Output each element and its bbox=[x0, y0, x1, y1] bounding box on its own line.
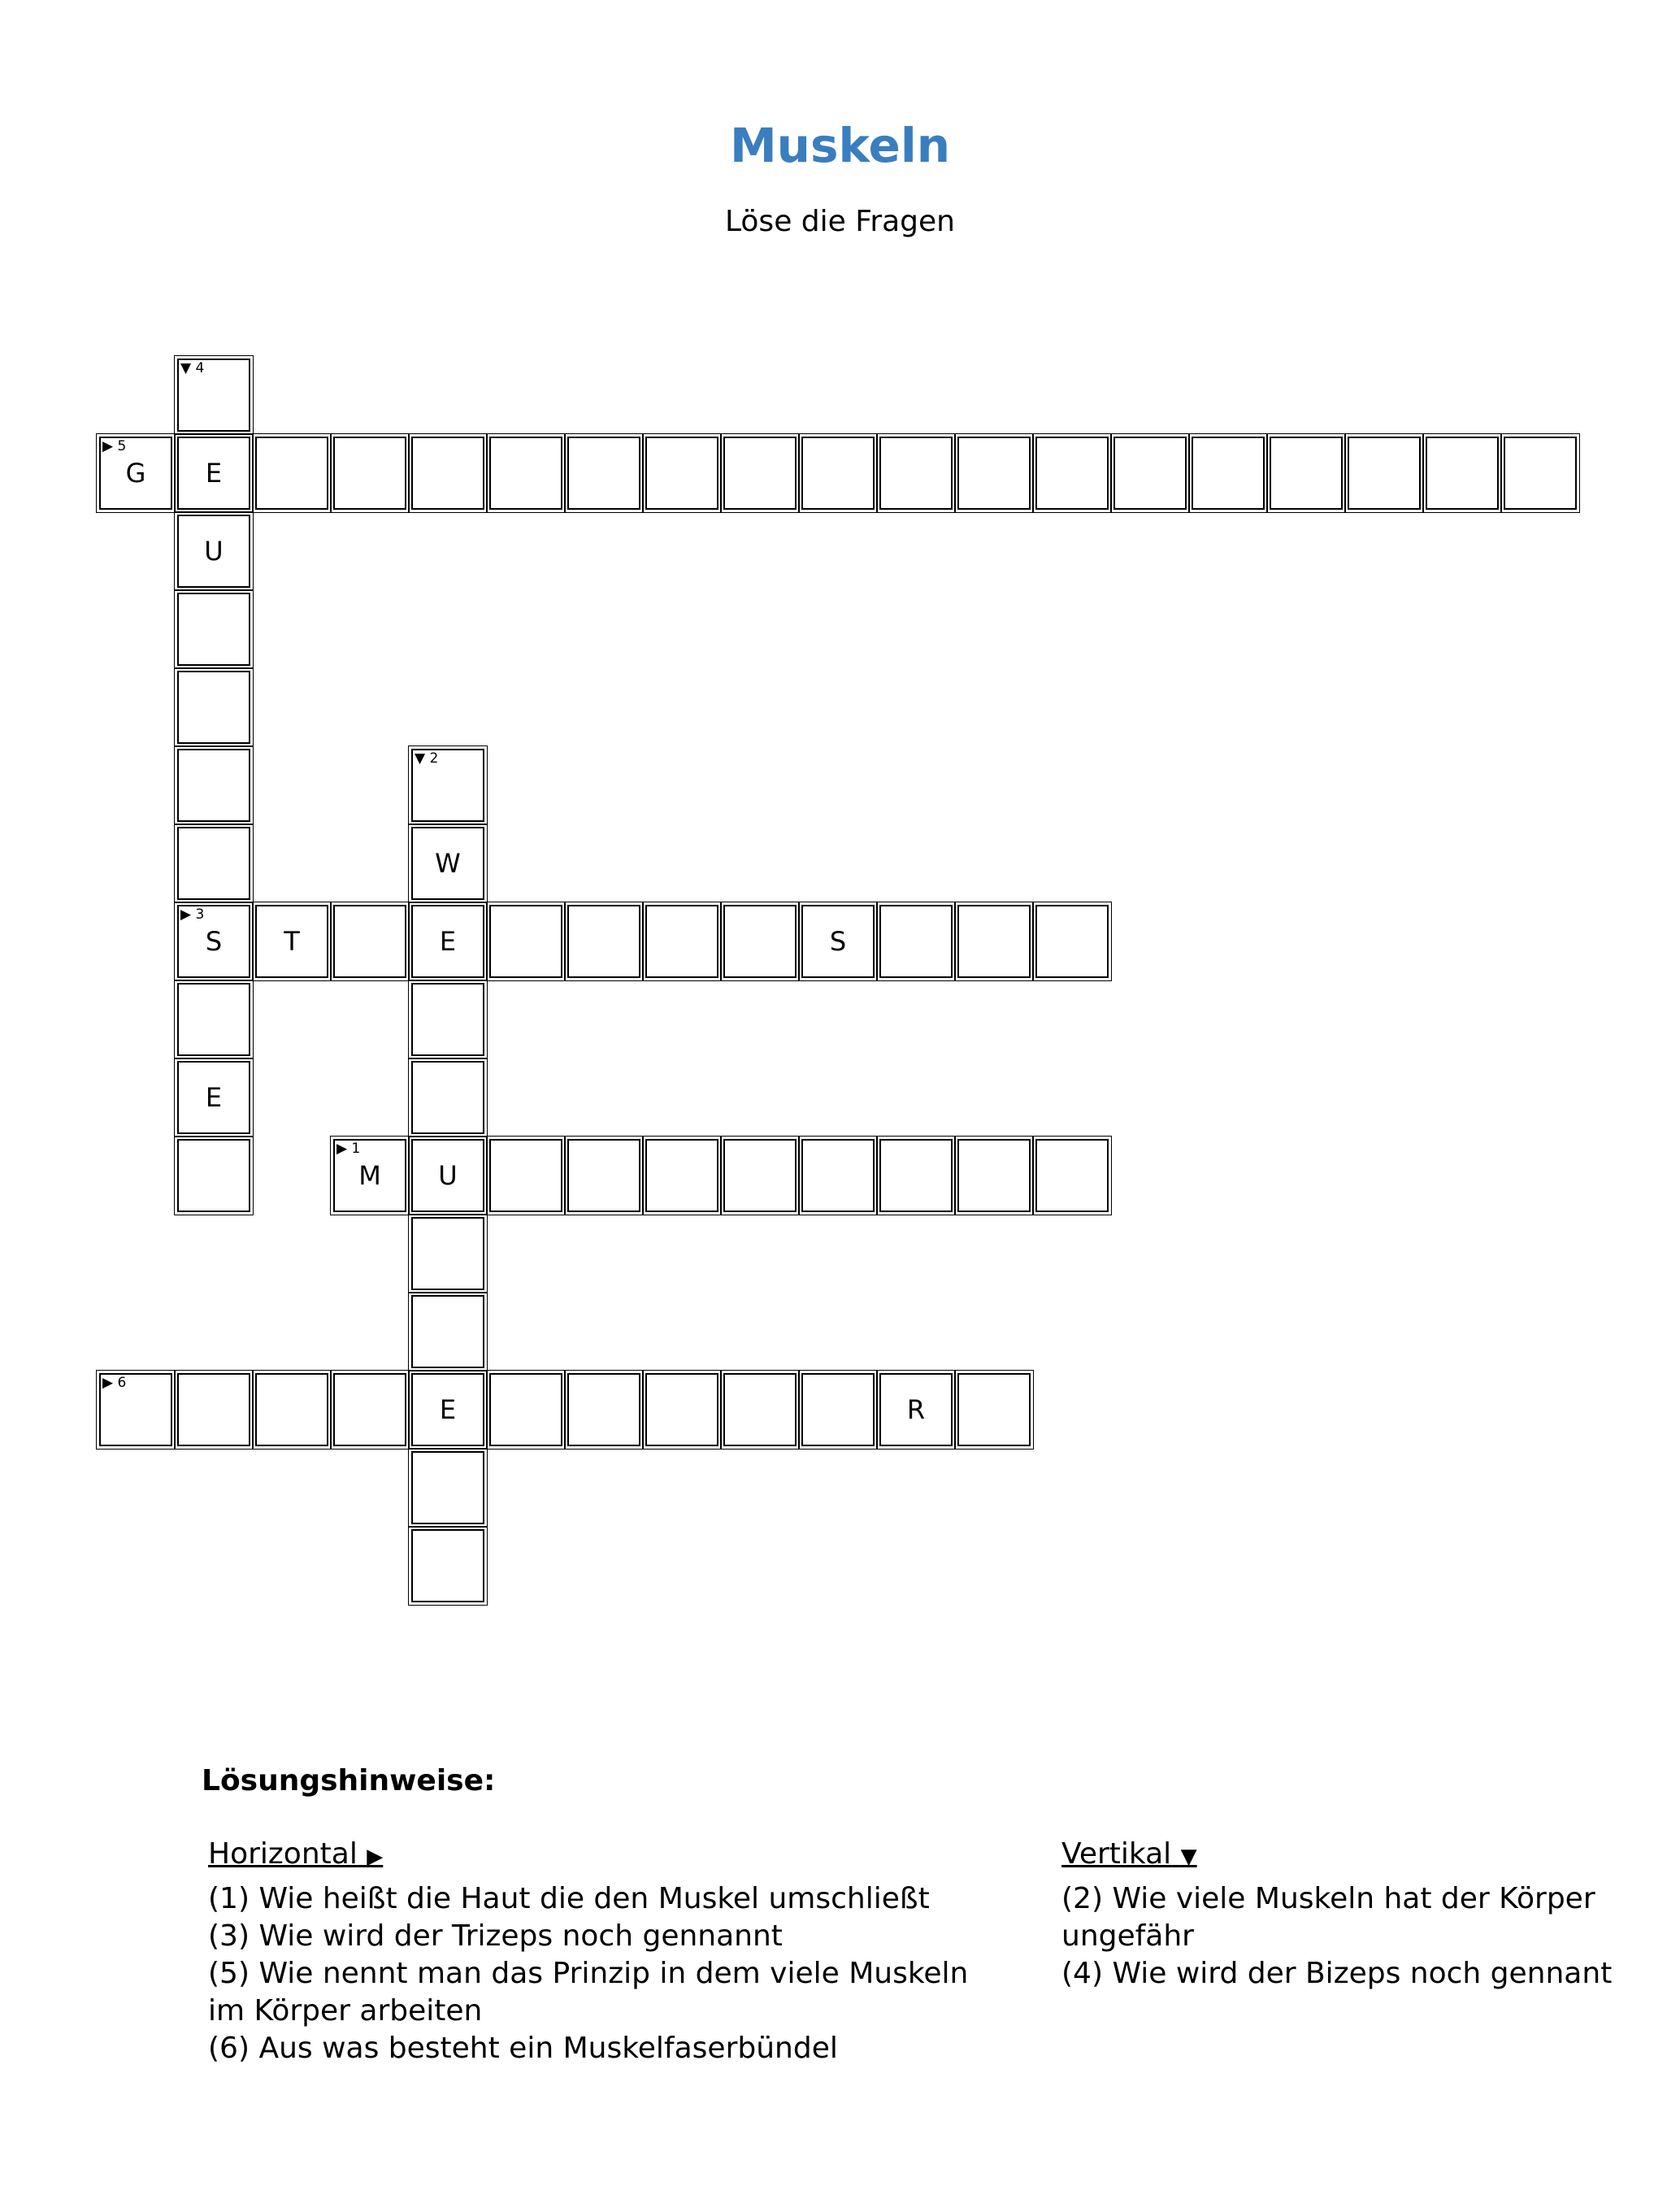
cell-letter: S bbox=[205, 926, 223, 957]
crossword-cell[interactable] bbox=[645, 905, 718, 978]
horizontal-heading bbox=[208, 1836, 1005, 1876]
crossword-cell[interactable] bbox=[255, 1373, 328, 1446]
crossword-cell[interactable] bbox=[1504, 437, 1577, 510]
crossword-cell[interactable] bbox=[879, 1139, 953, 1212]
crossword-cell[interactable] bbox=[645, 1139, 718, 1212]
crossword-cell[interactable] bbox=[723, 1139, 797, 1212]
cell-letter: R bbox=[906, 1394, 926, 1425]
page-title: Muskeln bbox=[729, 118, 951, 173]
cell-letter: E bbox=[205, 458, 223, 489]
cell-letter: U bbox=[438, 1160, 458, 1191]
horizontal-heading-label: Horizontal bbox=[208, 1837, 358, 1871]
cell-letter: W bbox=[435, 848, 461, 879]
horizontal-clues bbox=[208, 1836, 1005, 2067]
crossword-cell[interactable] bbox=[411, 1139, 484, 1212]
crossword-cell[interactable] bbox=[879, 437, 953, 510]
crossword-cell[interactable] bbox=[177, 1373, 250, 1446]
crossword-cell[interactable] bbox=[1426, 437, 1499, 510]
crossword-cell[interactable] bbox=[177, 1139, 250, 1212]
crossword-cell[interactable] bbox=[645, 437, 718, 510]
crossword-cell[interactable] bbox=[489, 905, 562, 978]
cell-letter: E bbox=[439, 1394, 457, 1425]
cell-letter: T bbox=[284, 926, 300, 957]
clue-number-across: ▶ 1 bbox=[336, 1141, 361, 1157]
crossword-cell[interactable] bbox=[957, 905, 1031, 978]
clue-item: (2) Wie viele Muskeln hat der Körper ungefähr bbox=[1061, 1882, 1595, 1953]
clue-item: (1) Wie heißt die Haut die den Muskel umschließt bbox=[208, 1882, 930, 1915]
crossword-cell[interactable] bbox=[1035, 1139, 1109, 1212]
crossword-cell[interactable] bbox=[489, 437, 562, 510]
vertical-clues bbox=[1061, 1836, 1630, 1993]
crossword-cell[interactable] bbox=[801, 1373, 875, 1446]
crossword-cell[interactable] bbox=[177, 905, 250, 978]
clue-number-across: ▶ 3 bbox=[180, 906, 205, 923]
crossword-cell[interactable] bbox=[177, 983, 250, 1056]
vertical-heading-label: Vertikal bbox=[1061, 1837, 1172, 1871]
crossword-cell[interactable] bbox=[489, 1373, 562, 1446]
crossword-cell[interactable] bbox=[177, 827, 250, 900]
crossword-cell[interactable] bbox=[177, 749, 250, 822]
cell-letter: M bbox=[358, 1160, 381, 1191]
crossword-cell[interactable] bbox=[255, 905, 328, 978]
down-arrow-icon: ▼ bbox=[1180, 1845, 1197, 1869]
cell-letter: G bbox=[125, 458, 146, 489]
crossword-cell[interactable] bbox=[177, 1061, 250, 1134]
crossword-cell[interactable] bbox=[1035, 437, 1109, 510]
crossword-cell[interactable] bbox=[567, 1139, 640, 1212]
crossword-cell[interactable] bbox=[957, 1373, 1031, 1446]
crossword-cell[interactable] bbox=[723, 437, 797, 510]
clue-number-down: ▼ 2 bbox=[415, 750, 439, 767]
crossword-cell[interactable] bbox=[99, 437, 172, 510]
crossword-cell[interactable] bbox=[723, 905, 797, 978]
crossword-cell[interactable] bbox=[1192, 437, 1265, 510]
crossword-cell[interactable] bbox=[333, 437, 406, 510]
crossword-cell[interactable] bbox=[255, 437, 328, 510]
crossword-cell[interactable] bbox=[1035, 905, 1109, 978]
crossword-cell[interactable] bbox=[801, 905, 875, 978]
crossword-cell[interactable] bbox=[411, 1295, 484, 1368]
crossword-cell[interactable] bbox=[567, 905, 640, 978]
crossword-cell[interactable] bbox=[567, 437, 640, 510]
clue-item: (3) Wie wird der Trizeps noch gennannt bbox=[208, 1919, 783, 1953]
crossword-cell[interactable] bbox=[957, 1139, 1031, 1212]
crossword-cell[interactable] bbox=[411, 1061, 484, 1134]
crossword-cell[interactable] bbox=[177, 593, 250, 666]
crossword-cell[interactable] bbox=[411, 983, 484, 1056]
clue-number-across: ▶ 6 bbox=[102, 1375, 127, 1391]
crossword-cell[interactable] bbox=[99, 1373, 172, 1446]
crossword-cell[interactable] bbox=[177, 671, 250, 744]
crossword-cell[interactable] bbox=[489, 1139, 562, 1212]
crossword-cell[interactable] bbox=[411, 827, 484, 900]
crossword-cell[interactable] bbox=[411, 1451, 484, 1524]
clue-number-down: ▼ 4 bbox=[180, 360, 205, 376]
cell-letter: E bbox=[205, 1082, 223, 1113]
crossword-cell[interactable] bbox=[723, 1373, 797, 1446]
crossword-cell[interactable] bbox=[1113, 437, 1187, 510]
cell-letter: U bbox=[204, 536, 224, 567]
crossword-cell[interactable] bbox=[411, 905, 484, 978]
crossword-cell[interactable] bbox=[333, 1373, 406, 1446]
crossword-cell[interactable] bbox=[333, 1139, 406, 1212]
crossword-cell[interactable] bbox=[411, 1373, 484, 1446]
crossword-cell[interactable] bbox=[177, 359, 250, 432]
clue-item: (6) Aus was besteht ein Muskelfaserbündel bbox=[208, 2032, 838, 2065]
crossword-cell[interactable] bbox=[1270, 437, 1343, 510]
crossword-cell[interactable] bbox=[1348, 437, 1421, 510]
clue-number-across: ▶ 5 bbox=[102, 438, 127, 454]
crossword-cell[interactable] bbox=[567, 1373, 640, 1446]
vertical-heading bbox=[1061, 1836, 1630, 1876]
crossword-cell[interactable] bbox=[879, 905, 953, 978]
crossword-cell[interactable] bbox=[801, 437, 875, 510]
crossword-cell[interactable] bbox=[957, 437, 1031, 510]
crossword-cell[interactable] bbox=[879, 1373, 953, 1446]
hints-title: Lösungshinweise: bbox=[202, 1764, 496, 1797]
crossword-cell[interactable] bbox=[411, 437, 484, 510]
crossword-cell[interactable] bbox=[801, 1139, 875, 1212]
crossword-cell[interactable] bbox=[645, 1373, 718, 1446]
crossword-cell[interactable] bbox=[177, 515, 250, 588]
crossword-cell[interactable] bbox=[411, 1529, 484, 1602]
clue-item: (5) Wie nennt man das Prinzip in dem viele Muskeln im Körper arbeiten bbox=[208, 1957, 969, 2028]
cell-letter: S bbox=[829, 926, 847, 957]
crossword-cell[interactable] bbox=[411, 749, 484, 822]
cell-letter: E bbox=[439, 926, 457, 957]
clue-item: (4) Wie wird der Bizeps noch gennant bbox=[1061, 1957, 1613, 1990]
page-subtitle: Löse die Fragen bbox=[724, 205, 955, 238]
right-arrow-icon: ▶ bbox=[367, 1845, 384, 1869]
crossword-cell[interactable] bbox=[333, 905, 406, 978]
crossword-cell[interactable] bbox=[411, 1217, 484, 1290]
crossword-cell[interactable] bbox=[177, 437, 250, 510]
